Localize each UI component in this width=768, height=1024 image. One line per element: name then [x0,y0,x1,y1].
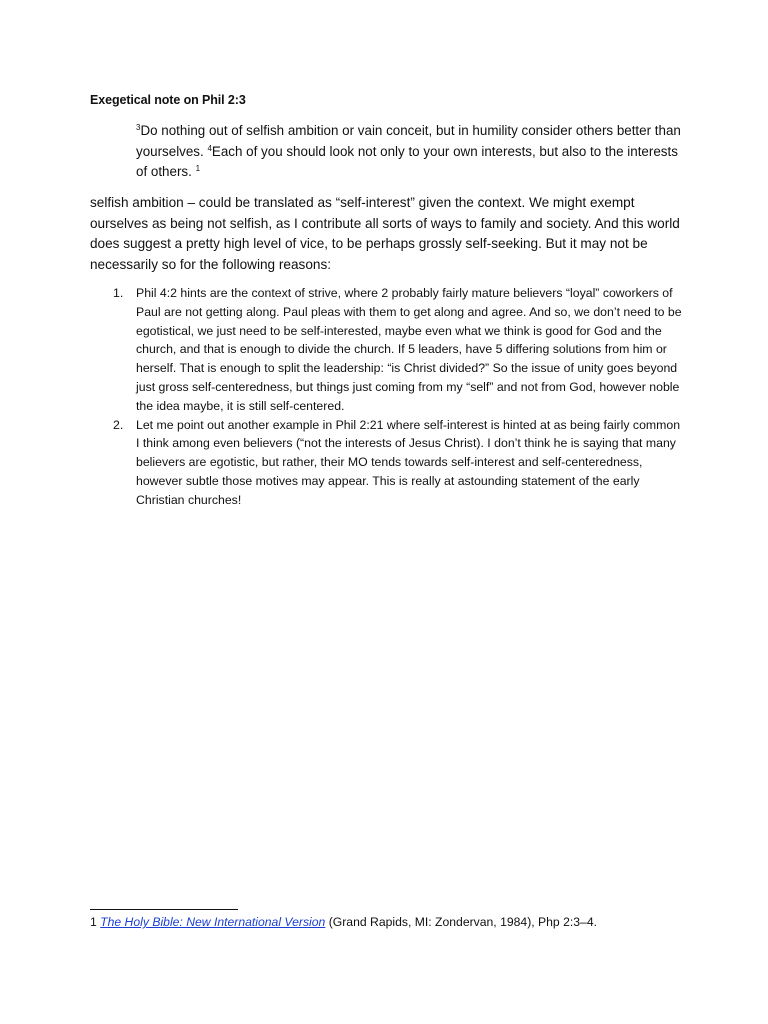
verse-3-text: Do nothing out of selfish ambition or vain conceit, but in humility consider others better than yourselves. [136,123,681,159]
body-paragraph: selfish ambition – could be translated as “self-interest” given the context. We might exempt ourselves as being not selfish, as I contribute all sorts of ways to family and society. And this world does suggest a pretty high level of vice, to be perhaps grossly self-seeking. But it may not be necessarily so for the following reasons: [90,195,680,272]
footnote-source-link[interactable]: The Holy Bible: New International Version [100,915,326,929]
scripture-quote [136,121,681,183]
document-heading: Exegetical note on Phil 2:3 [90,93,246,107]
list-item-number: 2. [113,417,124,432]
footnote-citation: (Grand Rapids, MI: Zondervan, 1984), Php 2:3–4. [328,915,597,929]
list-item-text: Let me point out another example in Phil 2:21 where self-interest is hinted at as being fairly common I think among even believers (“not the interests of Jesus Christ). I don’t think he is saying that many believers are egotistic, but rather, their MO tends towards self-interest and self-centeredness, however subtle those motives may appear. This is really at astounding statement of the early Christian churches! [136,417,681,507]
footnote-number: 1 [90,915,97,929]
reasons-list [90,284,682,510]
list-item-number: 1. [113,286,124,300]
footnote-separator [90,909,238,910]
list-item [90,284,682,416]
footnote [90,913,597,931]
verse-number-4: 4 [207,143,212,153]
footnote-reference[interactable]: 1 [195,164,201,173]
list-item [90,416,682,510]
verse-4-text: Each of you should look not only to your own interests, but also to the interests of others. [136,143,678,179]
verse-number-3: 3 [136,123,141,132]
list-item-text: Phil 4:2 hints are the context of strive, where 2 probably fairly mature believers “loyal” coworkers of Paul are not getting along. Paul pleas with them to get along and agree. And so, we don’t need to be egotistical, we just need to be self-interested, maybe even what we think is good for God and the church, and that is enough to divide the church. If 5 leaders, have 5 differing solutions from him or herself. That is enough to split the leadership: “is Christ divided?” So the issue of unity goes beyond just gross self-centeredness, but things just coming from my “self” and not from God, however noble the idea maybe, it is still self-centered. [136,286,682,413]
